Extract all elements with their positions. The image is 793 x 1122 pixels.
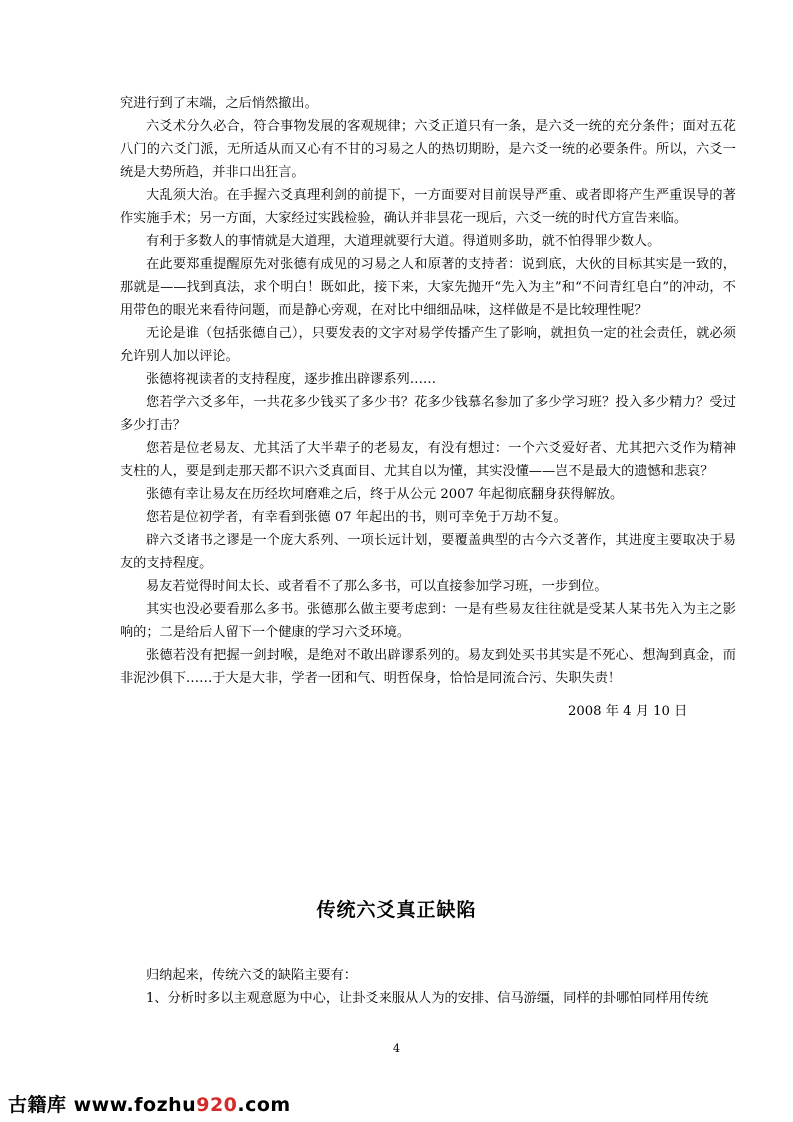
- body-text: [120, 92, 736, 690]
- paragraph: 在此要郑重提醒原先对张德有成见的习易之人和原著的支持者：说到底，大伙的目标其实是一致的，那就是——找到真法，求个明白！既如此，接下来，大家先抛开“先入为主”和“不问青红皂白”的冲动，不用带色的眼光来看待问题，而是静心旁观，在对比中细细品味，这样做是不是比较理性呢？: [120, 257, 736, 318]
- paragraph: 张德若没有把握一剑封喉，是绝对不敢出辟谬系列的。易友到处买书其实是不死心、想淘到真金，而非泥沙俱下……于大是大非，学者一团和气、明哲保身，恰恰是同流合污、失职失责！: [120, 648, 736, 686]
- paragraph: 其实也没必要看那么多书。张德那么做主要考虑到：一是有些易友往往就是受某人某书先入为主之影响的；二是给后人留下一个健康的学习六爻环境。: [120, 602, 736, 640]
- paragraph: 1、分析时多以主观意愿为中心，让卦爻来服从人为的安排、信马游缰，同样的卦哪怕同样用传统: [146, 991, 709, 1006]
- paragraph: 您若是位老易友、尤其活了大半辈子的老易友，有没有想过：一个六爻爱好者、尤其把六爻作为精神支柱的人，要是到走那天都不识六爻真面目、尤其自以为懂，其实没懂——岂不是最大的遗憾和悲哀？: [120, 441, 736, 479]
- paragraph: 无论是谁（包括张德自己），只要发表的文字对易学传播产生了影响，就担负一定的社会责任，就必须允许别人加以评论。: [120, 326, 736, 364]
- signature-date: 2008 年 4 月 10 日: [568, 704, 688, 719]
- paragraph: 究进行到了末端，之后悄然撤出。: [120, 96, 318, 111]
- section-body: [120, 964, 736, 1010]
- paragraph: 您若学六爻多年，一共花多少钱买了多少书？花多少钱慕名参加了多少学习班？投入多少精力？受过多少打击？: [120, 395, 736, 433]
- watermark-suffix: .com: [237, 1094, 291, 1116]
- paragraph: 易友若觉得时间太长、或者看不了那么多书，可以直接参加学习班，一步到位。: [146, 579, 608, 594]
- paragraph: 有利于多数人的事情就是大道理，大道理就要行大道。得道则多助，就不怕得罪少数人。: [146, 234, 661, 249]
- paragraph: 归纳起来，传统六爻的缺陷主要有：: [146, 968, 357, 983]
- paragraph: 辟六爻诸书之谬是一个庞大系列、一项长远计划，要覆盖典型的古今六爻著作，其进度主要取决于易友的支持程度。: [120, 533, 736, 571]
- paragraph: 大乱须大治。在手握六爻真理利剑的前提下，一方面要对目前误导严重、或者即将产生严重误导的著作实施手术；另一方面，大家经过实践检验，确认并非昙花一现后，六爻一统的时代方宣告来临。: [120, 188, 736, 226]
- watermark-number: 920: [196, 1094, 238, 1116]
- watermark-prefix: 古籍库 www.fozhu: [8, 1094, 197, 1116]
- site-watermark: [8, 1090, 291, 1117]
- paragraph: 您若是位初学者，有幸看到张德 07 年起出的书，则可幸免于万劫不复。: [146, 510, 567, 525]
- paragraph: 张德将视读者的支持程度，逐步推出辟谬系列……: [146, 372, 437, 387]
- paragraph: 六爻术分久必合，符合事物发展的客观规律；六爻正道只有一条，是六爻一统的充分条件；面对五花八门的六爻门派，无所适从而又心有不甘的习易之人的热切期盼，是六爻一统的必要条件。所以，六爻一统是大势所趋，并非口出狂言。: [120, 119, 736, 180]
- section-title: 传统六爻真正缺陷: [316, 899, 477, 921]
- page-number: 4: [393, 1042, 400, 1055]
- paragraph: 张德有幸让易友在历经坎坷磨难之后，终于从公元 2007 年起彻底翻身获得解放。: [146, 487, 624, 502]
